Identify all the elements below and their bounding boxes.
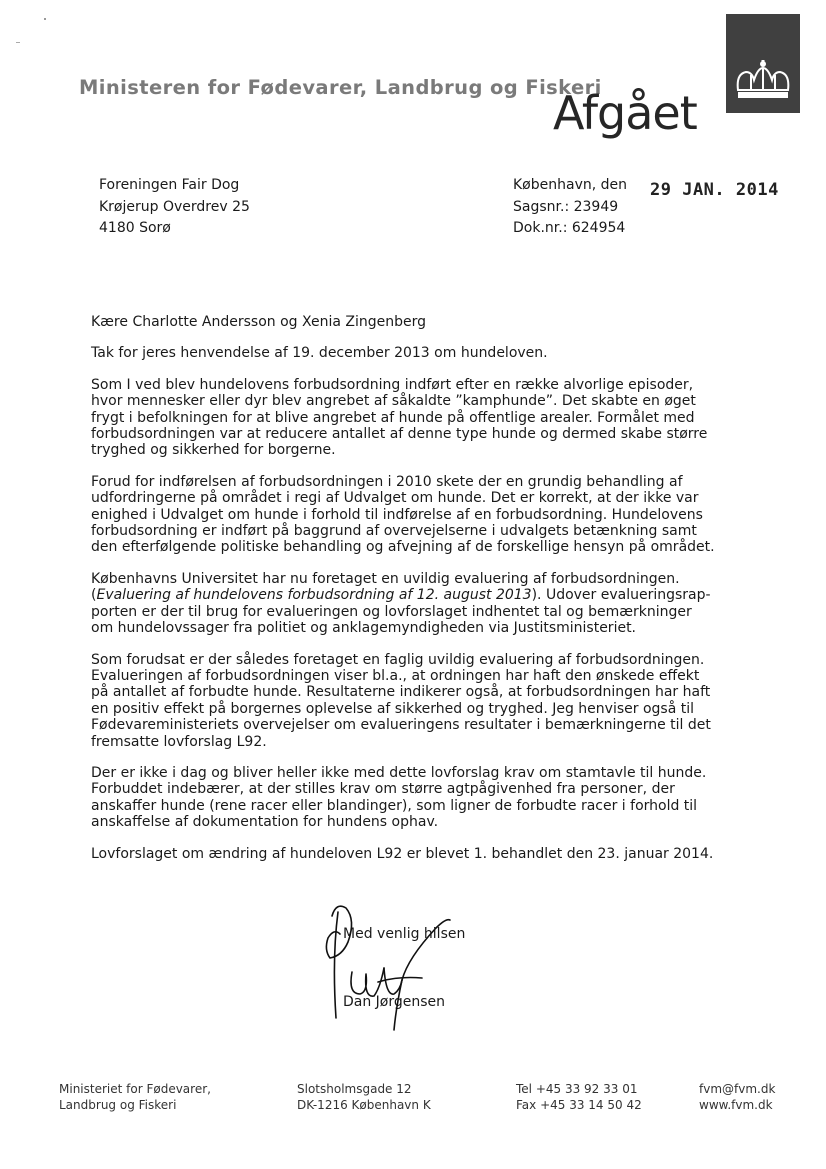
signature (318, 898, 468, 1042)
text-line: (Evaluering af hundelovens forbudsordning af 12. august 2013). Udover evalueringsrap- (91, 587, 711, 604)
case-number: Sagsnr.: 23949 (513, 198, 619, 215)
document-number: Dok.nr.: 624954 (513, 220, 626, 236)
reference-block (513, 175, 627, 240)
paragraph-1: Tak for jeres henvendelse af 19. december 2013 om hundeloven. (91, 345, 548, 362)
footer-postcode: DK-1216 København K (297, 1098, 431, 1112)
place-date-label: København, den (513, 177, 628, 193)
text-line: en positiv effekt på borgernes oplevelse af sikkerhed og tryghed. Jeg henviser også til (91, 700, 694, 717)
text-line: om hundelovssager fra politiet og anklagemyndigheden via Justitsministeriet. (91, 620, 637, 637)
text-line: fremsatte lovforslag L92. (91, 733, 267, 750)
recipient-name: Foreningen Fair Dog (99, 177, 240, 193)
text-line: forbudsordningen var at reducere antallet af denne type hunde og dermed skabe større (91, 426, 708, 443)
footer-org-line: Landbrug og Fiskeri (59, 1098, 177, 1112)
text-line: Der er ikke i dag og bliver heller ikke med dette lovforslag krav om stamtavle til hunde. (91, 764, 707, 781)
text-line: udfordringerne på området i regi af Udvalget om hunde. Det er korrekt, at der ikke var (91, 490, 699, 507)
sent-stamp: Afgået (553, 86, 697, 140)
text-line: Evalueringen af forbudsordningen viser bl.a., at ordningen har haft den ønskede effekt (91, 667, 700, 684)
report-title: Evaluering af hundelovens forbudsordning af 12. august 2013 (96, 587, 532, 604)
letter-body (91, 314, 731, 877)
footer-web: www.fvm.dk (699, 1098, 773, 1112)
text-line: på antallet af forbudte hunde. Resultaterne indikerer også, at forbudsordningen har haft (91, 684, 711, 701)
footer-address (297, 1081, 431, 1113)
footer-org-line: Ministeriet for Fødevarer, (59, 1082, 211, 1096)
text-line: Som I ved blev hundelovens forbudsordning indført efter en række alvorlige episoder, (91, 376, 694, 393)
footer-organisation (59, 1081, 211, 1113)
text-line: anskaffer hunde (rene racer eller blandinger), som ligner de forbudte racer i forhold til (91, 797, 698, 814)
paragraph-7: Lovforslaget om ændring af hundeloven L92 er blevet 1. behandlet den 23. januar 2014. (91, 845, 714, 862)
paragraph-3 (91, 474, 731, 556)
text-line: den efterfølgende politiske behandling og afvejning af de forskellige hensyn på området. (91, 539, 715, 556)
text-line: porten er der til brug for evalueringen og lovforslaget indhentet tal og bemærkninger (91, 603, 692, 620)
recipient-city: 4180 Sorø (99, 220, 171, 236)
recipient-address (99, 175, 250, 240)
recipient-street: Krøjerup Overdrev 25 (99, 198, 250, 215)
footer-contact (699, 1081, 775, 1113)
closing: Med venlig hilsen (343, 926, 466, 942)
date-stamp: 29 JAN. 2014 (650, 180, 779, 200)
footer-street: Slotsholmsgade 12 (297, 1082, 412, 1096)
text-line: Fødevareministeriets overvejelser om evalueringens resultater i bemærkningerne til det (91, 717, 711, 734)
text-line: Som forudsat er der således foretaget en faglig uvildig evaluering af forbudsordningen. (91, 651, 705, 668)
salutation: Kære Charlotte Andersson og Xenia Zingenberg (91, 314, 426, 330)
text-line: frygt i befolkningen for at blive angrebet af hunde på offentlige arealer. Formålet med (91, 409, 695, 426)
paragraph-4 (91, 571, 731, 637)
paragraph-6 (91, 765, 731, 831)
text-line: Forud for indførelsen af forbudsordningen i 2010 skete der en grundig behandling af (91, 473, 683, 490)
text-line: anskaffelse af dokumentation for hundens ophav. (91, 814, 439, 831)
text-fragment: ). Udover evalueringsrap- (531, 587, 711, 604)
text-line: Københavns Universitet har nu foretaget en uvildig evaluering af forbudsordningen. (91, 570, 680, 587)
footer-fax: Fax +45 33 14 50 42 (516, 1098, 642, 1112)
paragraph-2 (91, 377, 731, 459)
footer-phone (516, 1081, 642, 1113)
scan-speck (16, 42, 20, 43)
text-line: Forbuddet indebærer, at der stilles krav om større agtpågivenhed fra personer, der (91, 781, 675, 798)
footer-email: fvm@fvm.dk (699, 1082, 776, 1096)
scan-speck (44, 18, 46, 20)
text-line: tryghed og sikkerhed for borgerne. (91, 442, 336, 459)
text-line: forbudsordning er indført på baggrund af overvejelserne i udvalgets betænkning samt (91, 523, 697, 540)
crown-icon (732, 60, 794, 100)
paragraph-5 (91, 652, 731, 750)
royal-crest (726, 14, 800, 113)
text-line: enighed i Udvalget om hunde i forhold til indførelse af en forbudsordning. Hundelovens (91, 506, 703, 523)
signer-name: Dan Jørgensen (343, 994, 446, 1010)
footer-tel: Tel +45 33 92 33 01 (516, 1082, 638, 1096)
letterhead-title: Ministeren for Fødevarer, Landbrug og Fiskeri (79, 76, 602, 99)
text-line: hvor mennesker eller dyr blev angrebet af såkaldte ”kamphunde”. Det skabte en øget (91, 393, 696, 410)
